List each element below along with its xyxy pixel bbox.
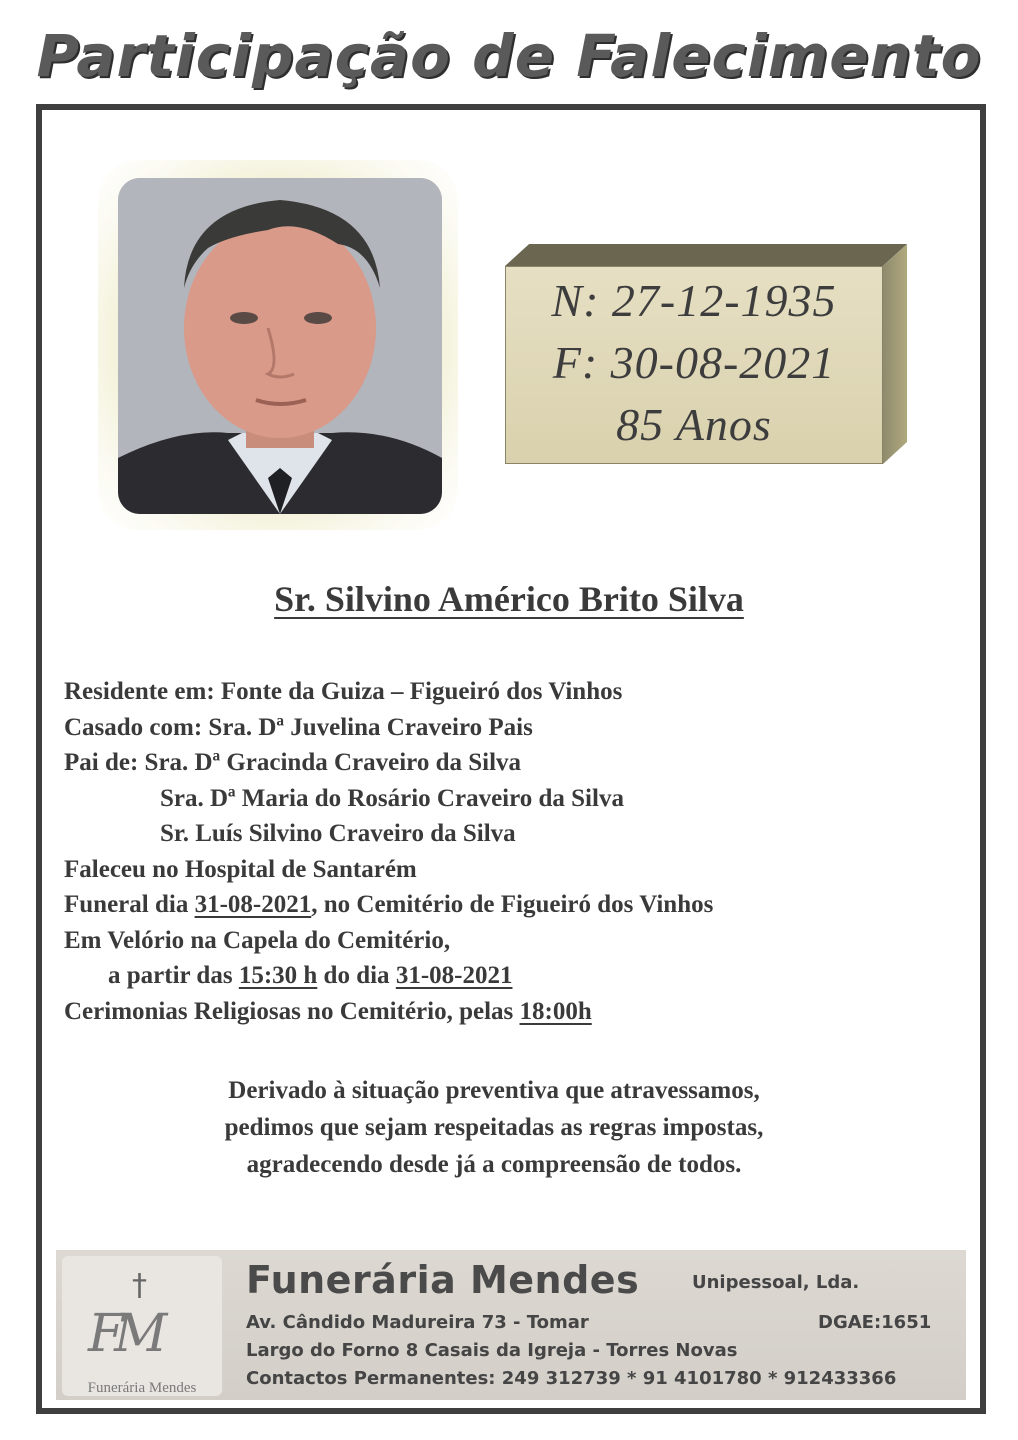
portrait-illustration xyxy=(118,178,442,514)
deceased-photo xyxy=(118,178,442,514)
page-title: Participação de Falecimento xyxy=(36,22,982,90)
wake-from-prefix: a partir das xyxy=(108,962,239,989)
children-line-3: Sr. Luís Silvino Craveiro da Silva xyxy=(160,820,516,847)
details-block xyxy=(64,674,964,1029)
children-line-2: Sra. Dª Maria do Rosário Craveiro da Silva xyxy=(160,784,624,812)
children-prefix: Pai de: xyxy=(64,749,145,776)
address-line-2: Largo do Forno 8 Casais da Igreja - Torres Novas xyxy=(246,1340,738,1361)
residence-line: Residente em: Fonte da Guiza – Figueiró dos Vinhos xyxy=(64,678,623,705)
funeral-line xyxy=(64,887,964,923)
ceremony-line xyxy=(64,994,964,1030)
plaque-side-face xyxy=(883,244,907,464)
death-date: F: 30-08-2021 xyxy=(552,337,836,388)
birth-date: N: 27-12-1935 xyxy=(551,275,837,326)
wake-day-prefix: do dia xyxy=(317,962,396,989)
ceremony-time: 18:00h xyxy=(519,997,592,1025)
dates-plaque xyxy=(505,244,907,464)
deceased-name-wrap xyxy=(0,578,1018,620)
covid-notice xyxy=(0,1072,988,1183)
child-name: Sra. Dª Gracinda Craveiro da Silva xyxy=(144,749,522,776)
funeral-home-logo xyxy=(62,1256,222,1396)
died-at-line: Faleceu no Hospital de Santarém xyxy=(64,855,417,883)
funeral-home-footer xyxy=(56,1250,966,1400)
funeral-date: 31-08-2021 xyxy=(194,891,312,918)
spouse-line: Casado com: Sra. Dª Juvelina Craveiro Pais xyxy=(64,713,533,741)
company-suffix: Unipessoal, Lda. xyxy=(692,1272,860,1293)
notice-line: pedimos que sejam respeitadas as regras impostas, xyxy=(224,1114,764,1141)
wake-date: 31-08-2021 xyxy=(395,962,513,989)
ceremony-prefix: Cerimonias Religiosas no Cemitério, pelas xyxy=(64,997,520,1025)
funeral-prefix: Funeral dia xyxy=(64,891,195,918)
wake-time: 15:30 h xyxy=(238,962,318,989)
address-line-1: Av. Cândido Madureira 73 - Tomar xyxy=(246,1312,589,1333)
company-name: Funerária Mendes xyxy=(246,1258,640,1302)
cross-icon: † xyxy=(132,1268,147,1303)
logo-monogram: FM xyxy=(88,1304,158,1364)
age: 85 Anos xyxy=(616,399,772,450)
wake-time-line xyxy=(64,958,964,994)
wake-line: Em Velório na Capela do Cemitério, xyxy=(64,926,451,954)
funeral-suffix: , no Cemitério de Figueiró dos Vinhos xyxy=(311,891,714,918)
deceased-name: Sr. Silvino Américo Brito Silva xyxy=(274,579,744,619)
logo-name: Funerária Mendes xyxy=(87,1380,197,1396)
children-line-1 xyxy=(64,745,964,781)
notice-line: agradecendo desde já a compreensão de todos. xyxy=(246,1151,742,1178)
plaque-top-face xyxy=(505,244,907,266)
dgae-number: DGAE:1651 xyxy=(818,1312,932,1333)
contacts-line: Contactos Permanentes: 249 312739 * 91 4101780 * 912433366 xyxy=(246,1368,897,1389)
notice-line: Derivado à situação preventiva que atravessamos, xyxy=(228,1077,760,1104)
